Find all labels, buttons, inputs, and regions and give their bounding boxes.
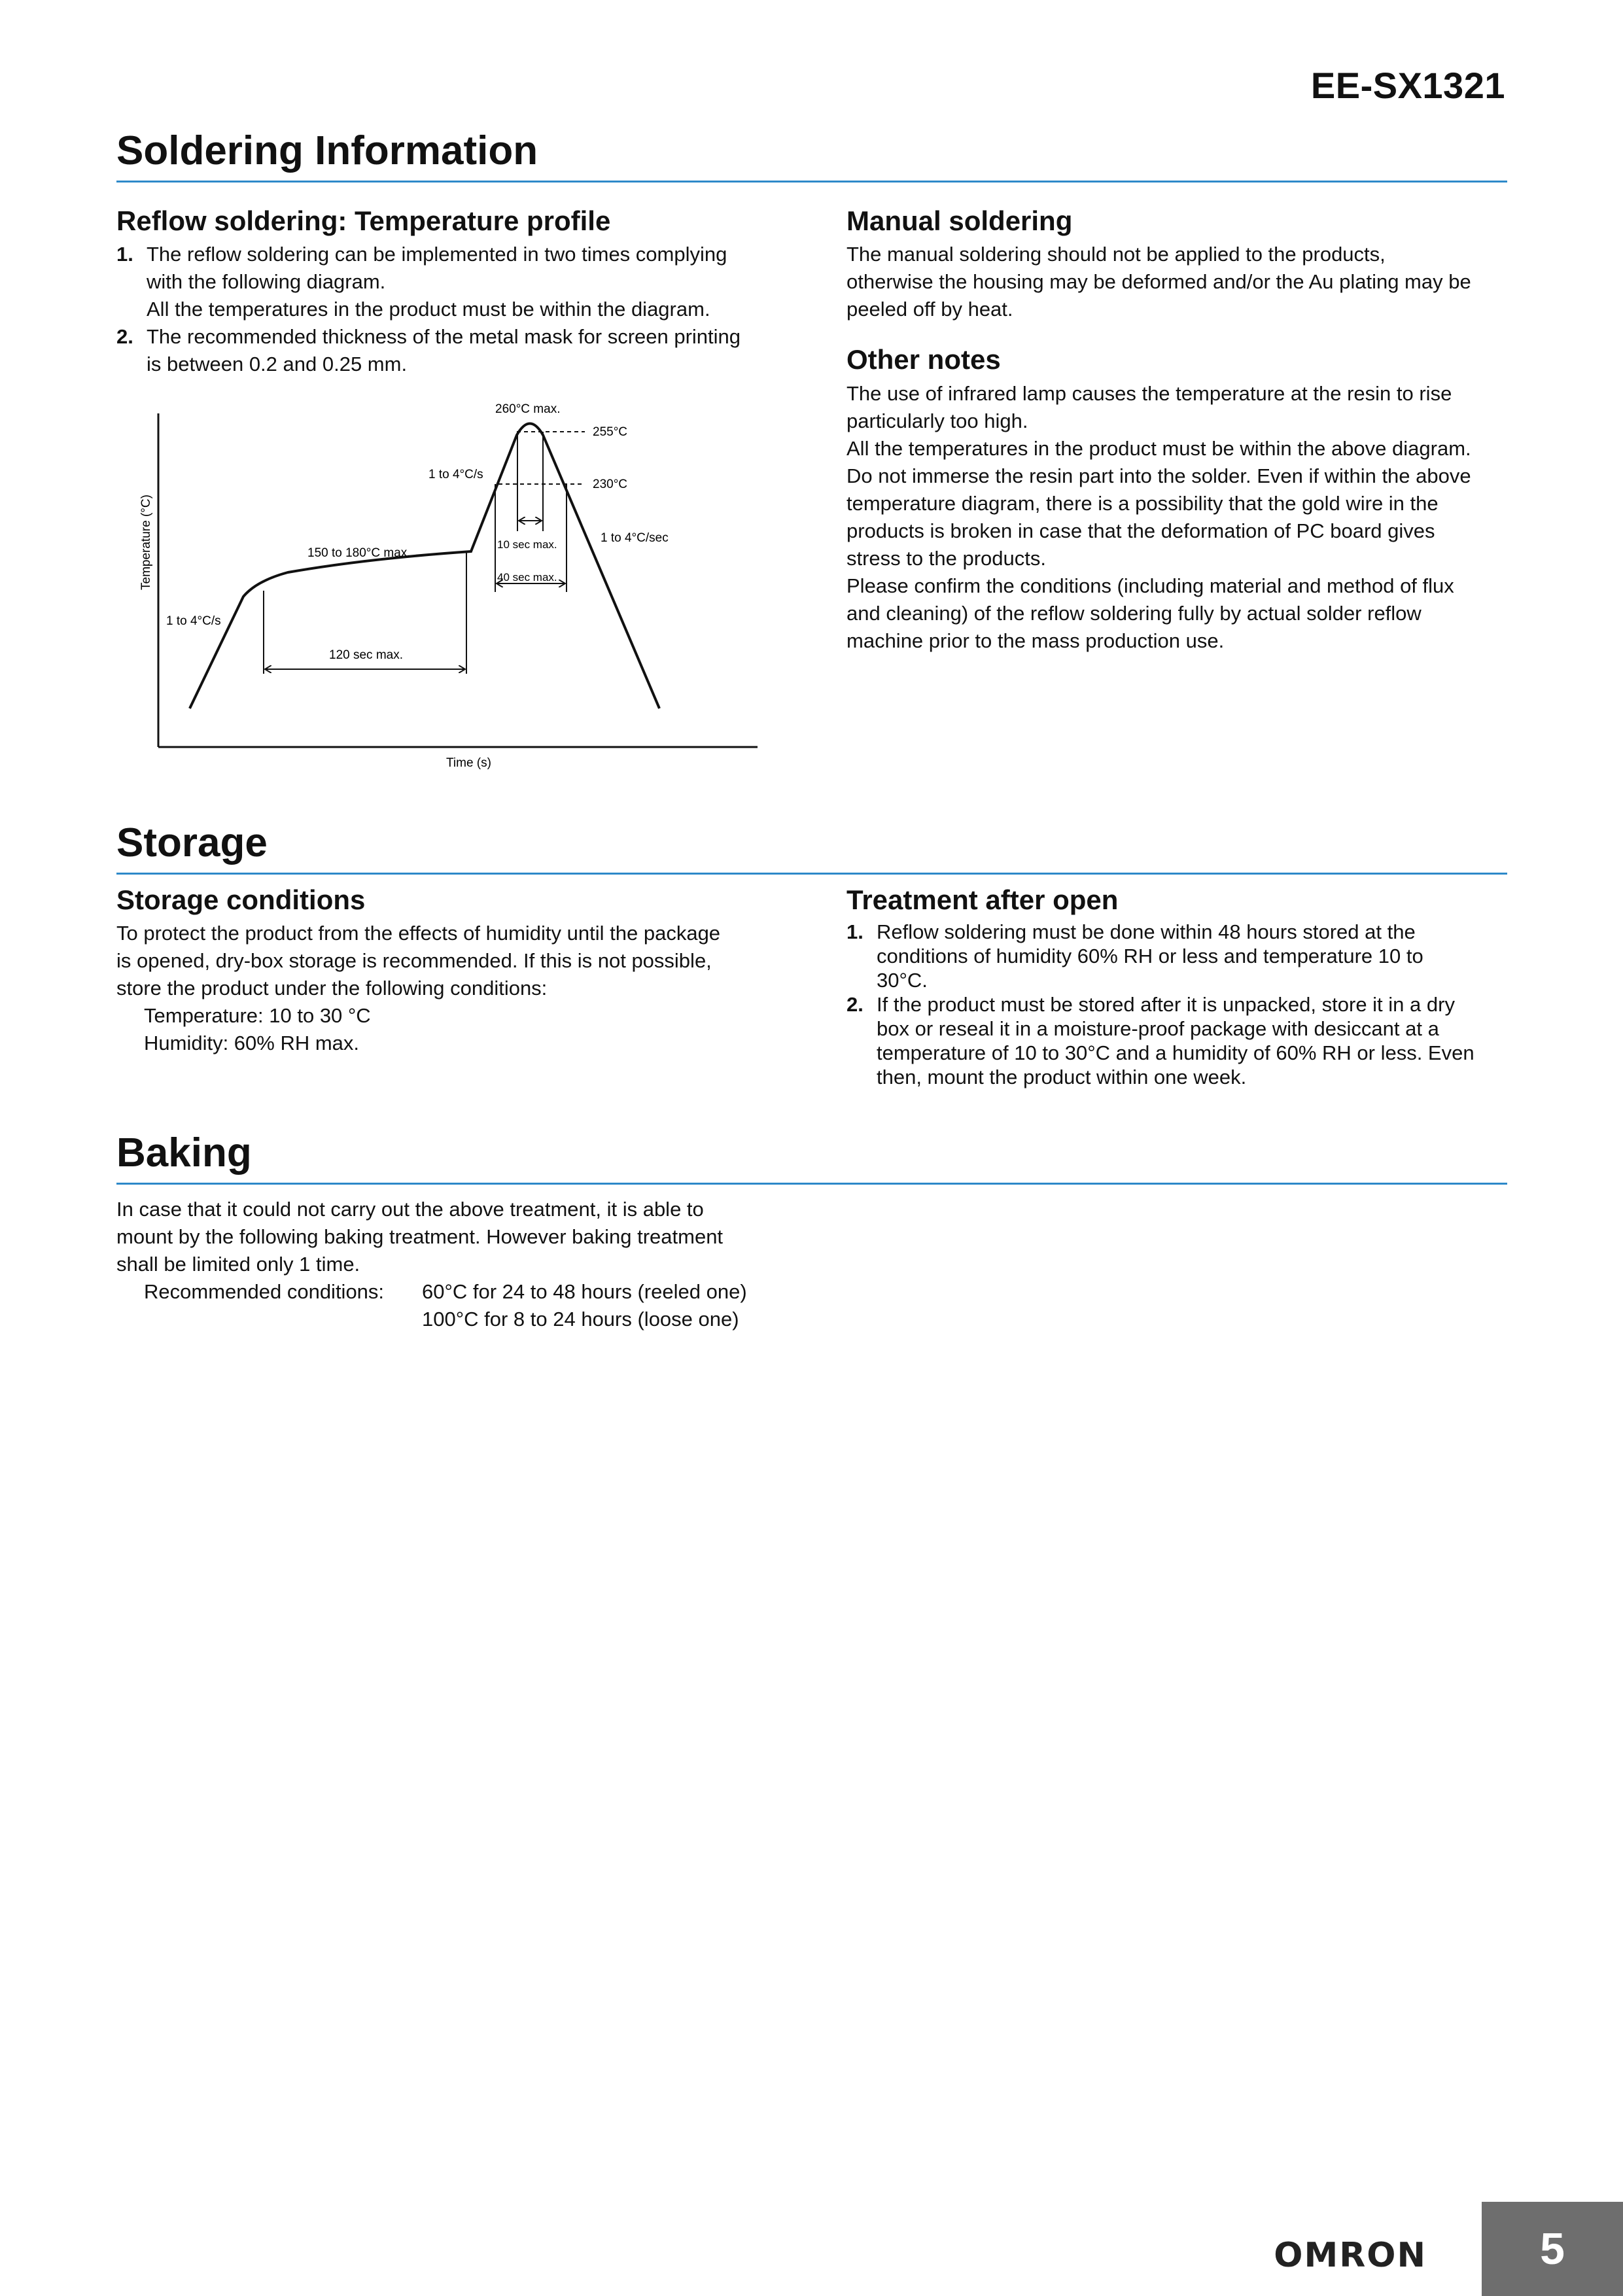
label-preheat: 150 to 180°C max. [307, 546, 411, 560]
label-255: 255°C [593, 425, 628, 439]
label-120sec: 120 sec max. [329, 648, 403, 662]
label-40sec: 40 sec max. [497, 571, 557, 583]
reflow-title: Reflow soldering: Temperature profile [116, 205, 611, 236]
after-open-section [846, 884, 1507, 1089]
section-rule [116, 1183, 1507, 1185]
text-line: store the product under the following conditions: [116, 977, 548, 1000]
text-line: peeled off by heat. [846, 298, 1013, 321]
label-peak: 260°C max. [495, 402, 561, 416]
model-number: EE-SX1321 [1310, 65, 1505, 106]
other-notes-title: Other notes [846, 344, 1001, 375]
temperature-curve [190, 424, 659, 709]
text-line: Do not immerse the resin part into the solder. Even if within the above [846, 464, 1471, 487]
list-line: All the temperatures in the product must be within the diagram. [147, 298, 710, 321]
storage-conditions-title: Storage conditions [116, 884, 366, 915]
temperature-condition: Temperature: 10 to 30 °C [144, 1004, 371, 1028]
after-open-title: Treatment after open [846, 884, 1119, 915]
section-rule [116, 873, 1507, 875]
list-line: then, mount the product within one week. [877, 1066, 1247, 1089]
text-line: particularly too high. [846, 409, 1028, 432]
omron-logo: OMRON [1274, 2236, 1427, 2275]
text-line: The manual soldering should not be applied to the products, [846, 243, 1386, 266]
text-line: All the temperatures in the product must be within the above diagram. [846, 436, 1471, 460]
label-fall: 1 to 4°C/sec [601, 531, 669, 545]
list-line: The reflow soldering can be implemented in two times complying [147, 243, 727, 266]
y-axis-label: Temperature (°C) [139, 495, 153, 590]
label-rise1: 1 to 4°C/s [166, 614, 221, 628]
text-line: machine prior to the mass production use. [846, 629, 1225, 652]
section-title-baking: Baking [116, 1130, 252, 1175]
list-item [846, 920, 1507, 992]
text-line: In case that it could not carry out the above treatment, it is able to [116, 1198, 704, 1221]
text-line: To protect the product from the effects of humidity until the package [116, 922, 721, 945]
list-line: temperature of 10 to 30°C and a humidity of 60% RH or less. Even [877, 1041, 1475, 1065]
list-line: box or reseal it in a moisture-proof package with desiccant at a [877, 1017, 1439, 1041]
after-open-list [846, 920, 1507, 1089]
list-line: The recommended thickness of the metal mask for screen printing [147, 325, 741, 349]
label-230: 230°C [593, 478, 628, 491]
page-number: 5 [1482, 2202, 1623, 2296]
text-line: otherwise the housing may be deformed and/or the Au plating may be [846, 270, 1471, 294]
manual-title: Manual soldering [846, 205, 1073, 236]
text-line: The use of infrared lamp causes the temperature at the resin to rise [846, 381, 1452, 405]
list-line: Reflow soldering must be done within 48 hours stored at the [877, 920, 1416, 944]
list-line: conditions of humidity 60% RH or less and temperature 10 to [877, 945, 1423, 968]
storage-conditions-section [116, 884, 810, 1057]
text-line: stress to the products. [846, 546, 1046, 570]
list-number: 2. [846, 993, 864, 1017]
list-line: If the product must be stored after it is unpacked, store it in a dry [877, 993, 1455, 1017]
baking-section [116, 1196, 836, 1333]
list-number: 1. [116, 243, 133, 266]
list-line: 30°C. [877, 969, 928, 992]
humidity-condition: Humidity: 60% RH max. [144, 1032, 360, 1055]
list-line: is between 0.2 and 0.25 mm. [147, 353, 408, 376]
list-item [846, 992, 1507, 1089]
manual-section [846, 205, 1507, 655]
text-line: Please confirm the conditions (including material and method of flux [846, 574, 1454, 597]
text-line: and cleaning) of the reflow soldering fully by actual solder reflow [846, 601, 1422, 625]
text-line: mount by the following baking treatment. However baking treatment [116, 1225, 724, 1248]
text-line: products is broken in case that the deformation of PC board gives [846, 519, 1435, 542]
baking-condition-loose: 100°C for 8 to 24 hours (loose one) [422, 1308, 739, 1331]
text-line: shall be limited only 1 time. [116, 1253, 360, 1276]
section-title-storage: Storage [116, 820, 268, 865]
section-title-soldering: Soldering Information [116, 128, 538, 173]
text-line: is opened, dry-box storage is recommended. If this is not possible, [116, 949, 712, 973]
baking-conditions-label: Recommended conditions: [144, 1280, 385, 1303]
x-axis-label: Time (s) [446, 756, 491, 770]
reflow-profile-diagram [0, 0, 818, 785]
baking-condition-row [116, 1306, 836, 1333]
list-number: 1. [846, 920, 864, 944]
list-line: with the following diagram. [147, 270, 386, 294]
baking-condition-row [116, 1278, 836, 1306]
list-number: 2. [116, 325, 133, 349]
baking-condition-reeled: 60°C for 24 to 48 hours (reeled one) [422, 1280, 747, 1303]
text-line: temperature diagram, there is a possibility that the gold wire in the [846, 491, 1439, 515]
label-rise2: 1 to 4°C/s [428, 468, 483, 481]
label-10sec: 10 sec max. [497, 538, 557, 551]
